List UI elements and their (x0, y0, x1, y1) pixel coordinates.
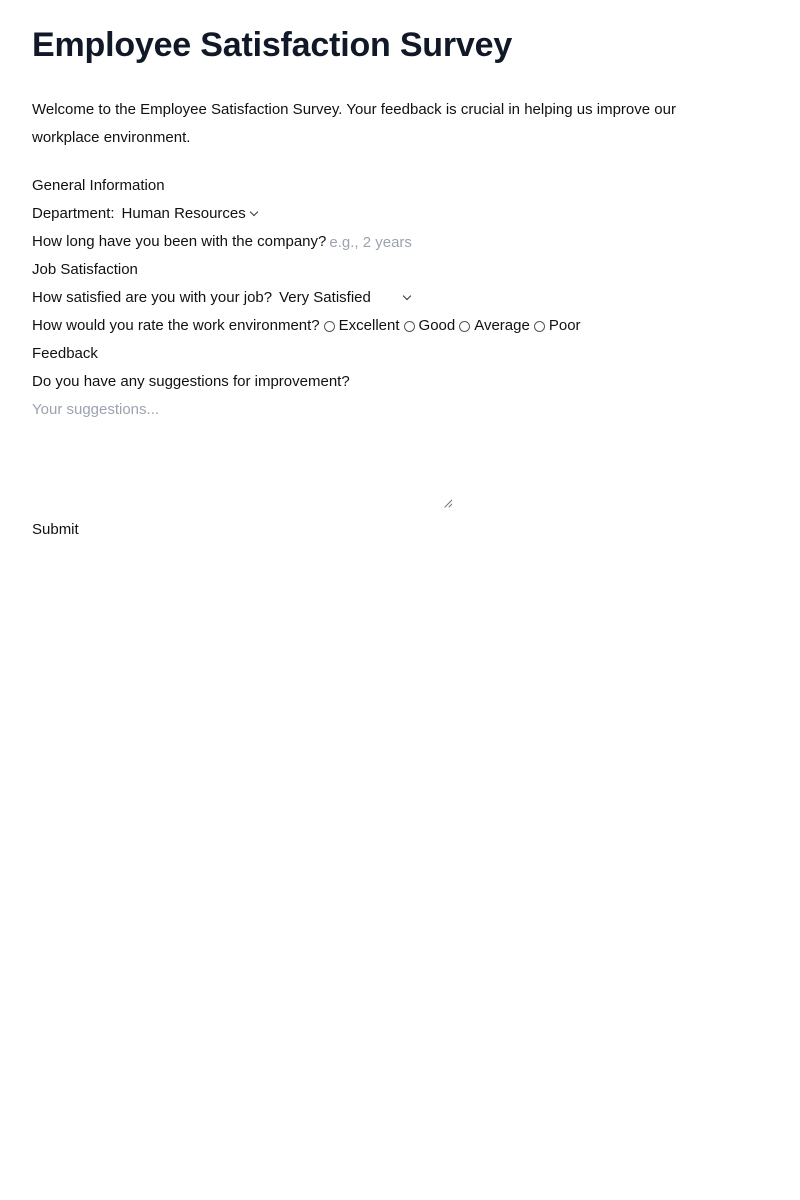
section-title-feedback (32, 340, 98, 368)
department-row (32, 200, 258, 228)
radio-poor[interactable] (534, 321, 545, 332)
resize-handle-icon[interactable] (443, 499, 452, 508)
radio-average[interactable] (459, 321, 470, 332)
radio-excellent[interactable] (324, 321, 335, 332)
suggestions-label: Do you have any suggestions for improvement? (32, 373, 350, 390)
suggestions-textarea[interactable] (32, 396, 452, 508)
tenure-row (32, 228, 529, 256)
section-title-feedback-label: Feedback (32, 345, 98, 362)
tenure-input[interactable] (329, 228, 529, 256)
environment-label: How would you rate the work environment? (32, 317, 320, 334)
environment-row (32, 312, 581, 340)
intro-text: Welcome to the Employee Satisfaction Survey. Your feedback is crucial in helping us improve our workplace environment. (32, 101, 676, 146)
radio-good[interactable] (404, 321, 415, 332)
satisfaction-select-value: Very Satisfied (279, 289, 371, 306)
environment-radio-group (320, 312, 581, 340)
radio-good-label[interactable]: Good (418, 317, 456, 334)
satisfaction-label: How satisfied are you with your job? (32, 289, 273, 306)
radio-poor-label[interactable]: Poor (548, 317, 581, 334)
satisfaction-select[interactable] (279, 284, 411, 312)
chevron-down-icon (403, 294, 411, 302)
section-title-general-label: General Information (32, 177, 165, 194)
radio-excellent-label[interactable]: Excellent (338, 317, 400, 334)
tenure-label: How long have you been with the company? (32, 233, 327, 250)
section-title-general (32, 172, 165, 200)
submit-button[interactable]: Submit (32, 516, 79, 544)
satisfaction-row (32, 284, 411, 312)
radio-average-label[interactable]: Average (474, 317, 530, 334)
section-title-job (32, 256, 138, 284)
suggestions-textarea-wrap (32, 396, 452, 508)
department-select[interactable] (122, 200, 258, 228)
section-title-job-label: Job Satisfaction (32, 261, 138, 278)
department-select-value: Human Resources (121, 205, 246, 222)
page-title: Employee Satisfaction Survey (32, 26, 513, 64)
suggestions-row (32, 368, 350, 396)
department-label: Department: (32, 205, 115, 222)
chevron-down-icon (250, 210, 258, 218)
